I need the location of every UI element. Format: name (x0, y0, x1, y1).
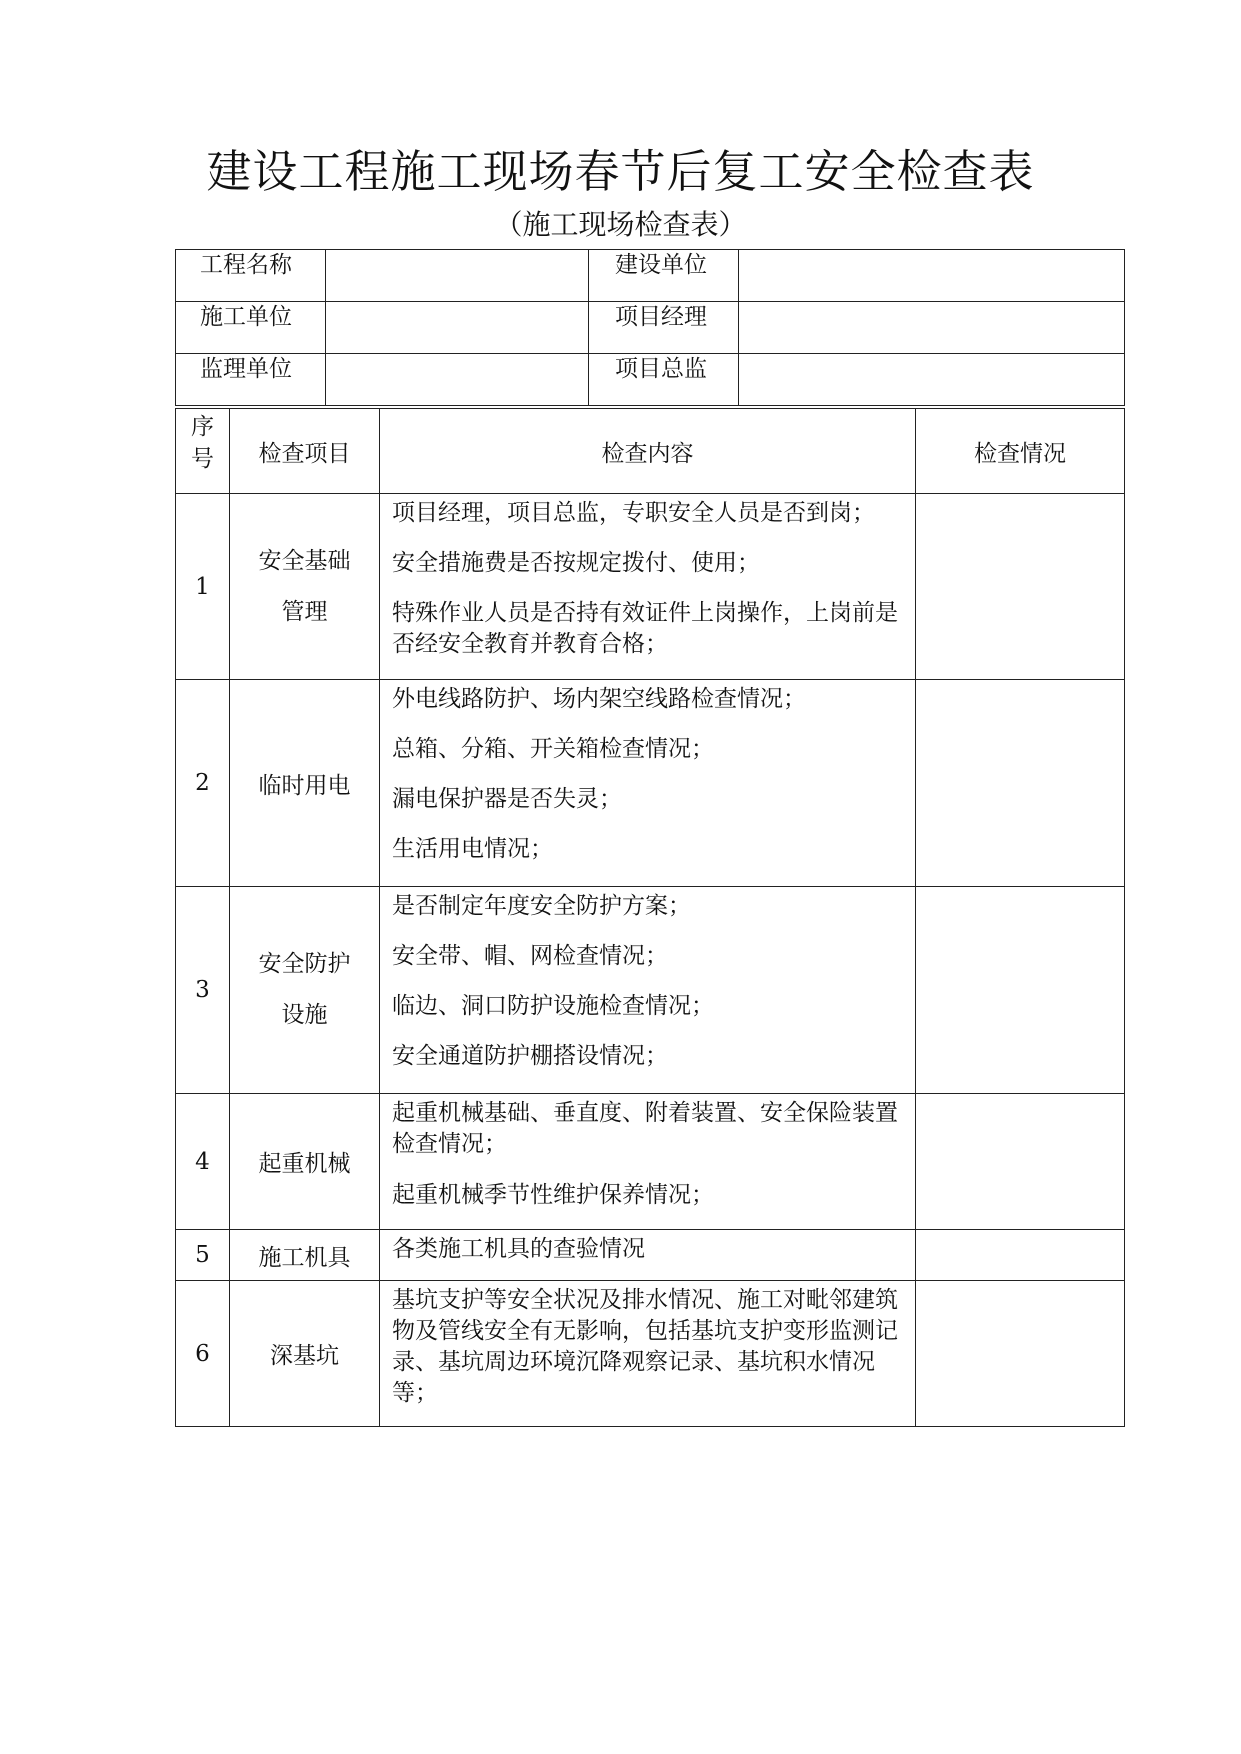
row-item: 起重机械 (230, 1094, 380, 1230)
row-item: 临时用电 (230, 680, 380, 887)
info-row-3 (176, 354, 1125, 406)
table-row (176, 887, 1125, 1094)
row-item: 安全基础 管理 (230, 494, 380, 680)
row-content: 项目经理，项目总监，专职安全人员是否到岗； 安全措施费是否按规定拨付、使用； 特殊作业人员是否持有效证件上岗操作，上岗前是否经安全教育并教育合格； (380, 494, 916, 680)
owner-unit-label: 建设单位 (589, 250, 739, 302)
info-row-2 (176, 302, 1125, 354)
row-status-field[interactable] (916, 1094, 1125, 1230)
project-name-field[interactable] (326, 250, 589, 302)
row-content: 是否制定年度安全防护方案； 安全带、帽、网检查情况； 临边、洞口防护设施检查情况； 安全通道防护棚搭设情况； (380, 887, 916, 1094)
row-seq: 6 (176, 1281, 230, 1427)
table-row (176, 1281, 1125, 1427)
row-content: 起重机械基础、垂直度、附着装置、安全保险装置检查情况； 起重机械季节性维护保养情况； (380, 1094, 916, 1230)
table-row (176, 680, 1125, 887)
info-row-1 (176, 250, 1125, 302)
row-status-field[interactable] (916, 1281, 1125, 1427)
row-status-field[interactable] (916, 680, 1125, 887)
row-status-field[interactable] (916, 1230, 1125, 1281)
project-manager-field[interactable] (739, 302, 1125, 354)
chief-supervisor-label: 项目总监 (589, 354, 739, 406)
supervision-unit-label: 监理单位 (176, 354, 326, 406)
row-content: 基坑支护等安全状况及排水情况、施工对毗邻建筑物及管线安全有无影响，包括基坑支护变形监测记录、基坑周边环境沉降观察记录、基坑积水情况等； (380, 1281, 916, 1427)
chief-supervisor-field[interactable] (739, 354, 1125, 406)
row-seq: 4 (176, 1094, 230, 1230)
row-seq: 1 (176, 494, 230, 680)
row-item: 施工机具 (230, 1230, 380, 1281)
row-status-field[interactable] (916, 887, 1125, 1094)
header-item: 检查项目 (230, 409, 380, 494)
project-manager-label: 项目经理 (589, 302, 739, 354)
row-content: 各类施工机具的查验情况 (380, 1230, 916, 1281)
header-row (176, 409, 1125, 494)
row-item: 安全防护 设施 (230, 887, 380, 1094)
header-seq: 序 号 (176, 409, 230, 494)
row-seq: 5 (176, 1230, 230, 1281)
header-status: 检查情况 (916, 409, 1125, 494)
table-row (176, 1094, 1125, 1230)
document-title: 建设工程施工现场春节后复工安全检查表 (206, 145, 1035, 198)
construction-unit-field[interactable] (326, 302, 589, 354)
owner-unit-field[interactable] (739, 250, 1125, 302)
project-name-label: 工程名称 (176, 250, 326, 302)
construction-unit-label: 施工单位 (176, 302, 326, 354)
row-status-field[interactable] (916, 494, 1125, 680)
supervision-unit-field[interactable] (326, 354, 589, 406)
row-item: 深基坑 (230, 1281, 380, 1427)
row-seq: 3 (176, 887, 230, 1094)
row-seq: 2 (176, 680, 230, 887)
table-row (176, 494, 1125, 680)
table-row (176, 1230, 1125, 1281)
inspection-table (175, 408, 1125, 1427)
project-info-table (175, 249, 1125, 406)
row-content: 外电线路防护、场内架空线路检查情况； 总箱、分箱、开关箱检查情况； 漏电保护器是否失灵； 生活用电情况； (380, 680, 916, 887)
document-subtitle: （施工现场检查表） (494, 208, 747, 241)
header-content: 检查内容 (380, 409, 916, 494)
